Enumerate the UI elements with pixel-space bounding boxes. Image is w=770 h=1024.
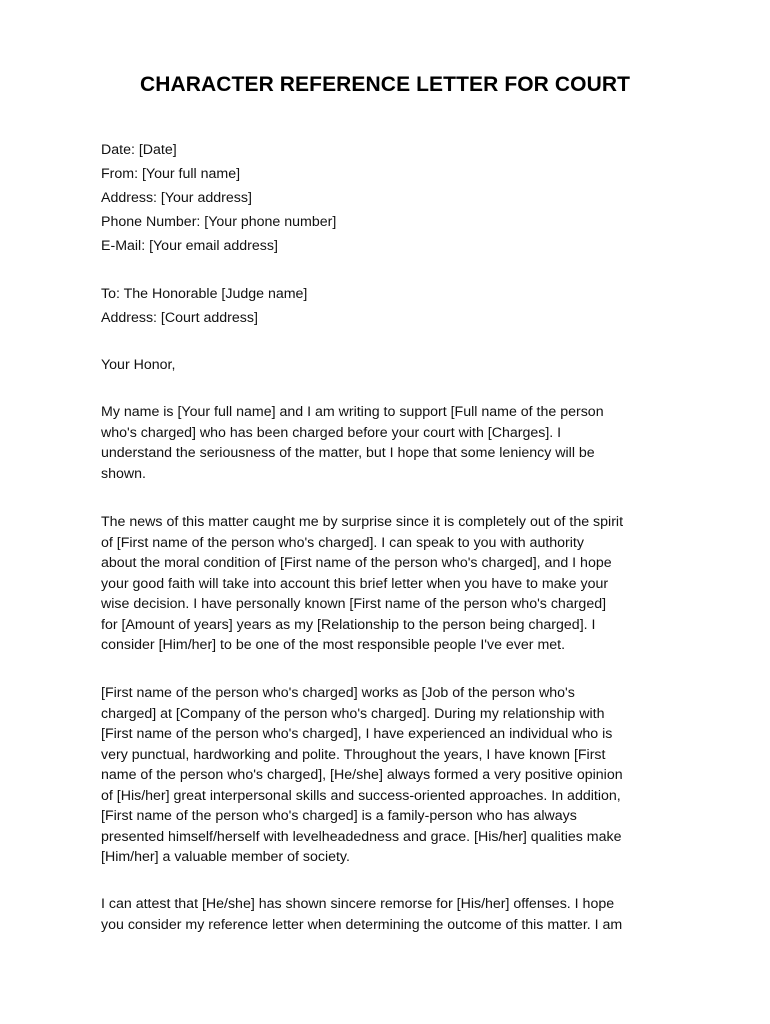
paragraph-line: very punctual, hardworking and polite. Throughout the years, I have known [First [101,746,606,763]
recipient-info-block [101,282,681,330]
paragraph-line: of [First name of the person who's charged]. I can speak to you with authority [101,534,584,551]
paragraph-line: [First name of the person who's charged], I have experienced an individual who is [101,726,613,742]
paragraph-line: presented himself/herself with levelheadedness and grace. [His/her] qualities make [101,828,622,845]
recipient-to-line: To: The Honorable [Judge name] [101,286,308,302]
paragraph-line: you consider my reference letter when determining the outcome of this matter. I am [101,916,623,933]
paragraph-line: name of the person who's charged], [He/she] always formed a very positive opinion [101,767,623,783]
paragraph-line: [First name of the person who's charged] works as [Job of the person who's [101,685,575,701]
paragraph-line: understand the seriousness of the matter, but I hope that some leniency will be [101,445,595,461]
salutation: Your Honor, [101,357,176,373]
paragraph-character [101,683,681,868]
paragraph-intro [101,402,681,484]
from-line: From: [Your full name] [101,166,241,182]
paragraph-line: about the moral condition of [First name of the person who's charged], and I hope [101,555,612,571]
phone-line: Phone Number: [Your phone number] [101,214,337,230]
email-line: E-Mail: [Your email address] [101,238,278,254]
paragraph-line: your good faith will take into account this brief letter when you have to make your [101,575,609,592]
paragraph-line: of [His/her] great interpersonal skills and success-oriented approaches. In addition, [101,787,621,804]
paragraph-line: consider [Him/her] to be one of the most responsible people I've ever met. [101,637,566,653]
paragraph-remorse [101,894,681,935]
paragraph-line: The news of this matter caught me by surprise since it is completely out of the spirit [101,514,624,530]
paragraph-line: My name is [Your full name] and I am writing to support [Full name of the person [101,404,604,420]
paragraph-line: shown. [101,465,146,482]
recipient-address-line: Address: [Court address] [101,310,258,326]
paragraph-relationship [101,512,681,656]
paragraph-line: charged] at [Company of the person who's charged]. During my relationship with [101,705,605,722]
paragraph-line: wise decision. I have personally known [First name of the person who's charged] [101,596,607,612]
document-title: CHARACTER REFERENCE LETTER FOR COURT [139,73,631,96]
paragraph-line: who's charged] who has been charged before your court with [Charges]. I [101,424,562,441]
sender-info-block [101,138,681,258]
paragraph-line: [First name of the person who's charged] is a family-person who has always [101,808,577,824]
paragraph-line: [Him/her] a valuable member of society. [101,849,350,865]
paragraph-line: I can attest that [He/she] has shown sincere remorse for [His/her] offenses. I hope [101,896,615,912]
address-line: Address: [Your address] [101,190,252,206]
paragraph-line: for [Amount of years] years as my [Relationship to the person being charged]. I [101,616,596,633]
date-line: Date: [Date] [101,142,177,158]
